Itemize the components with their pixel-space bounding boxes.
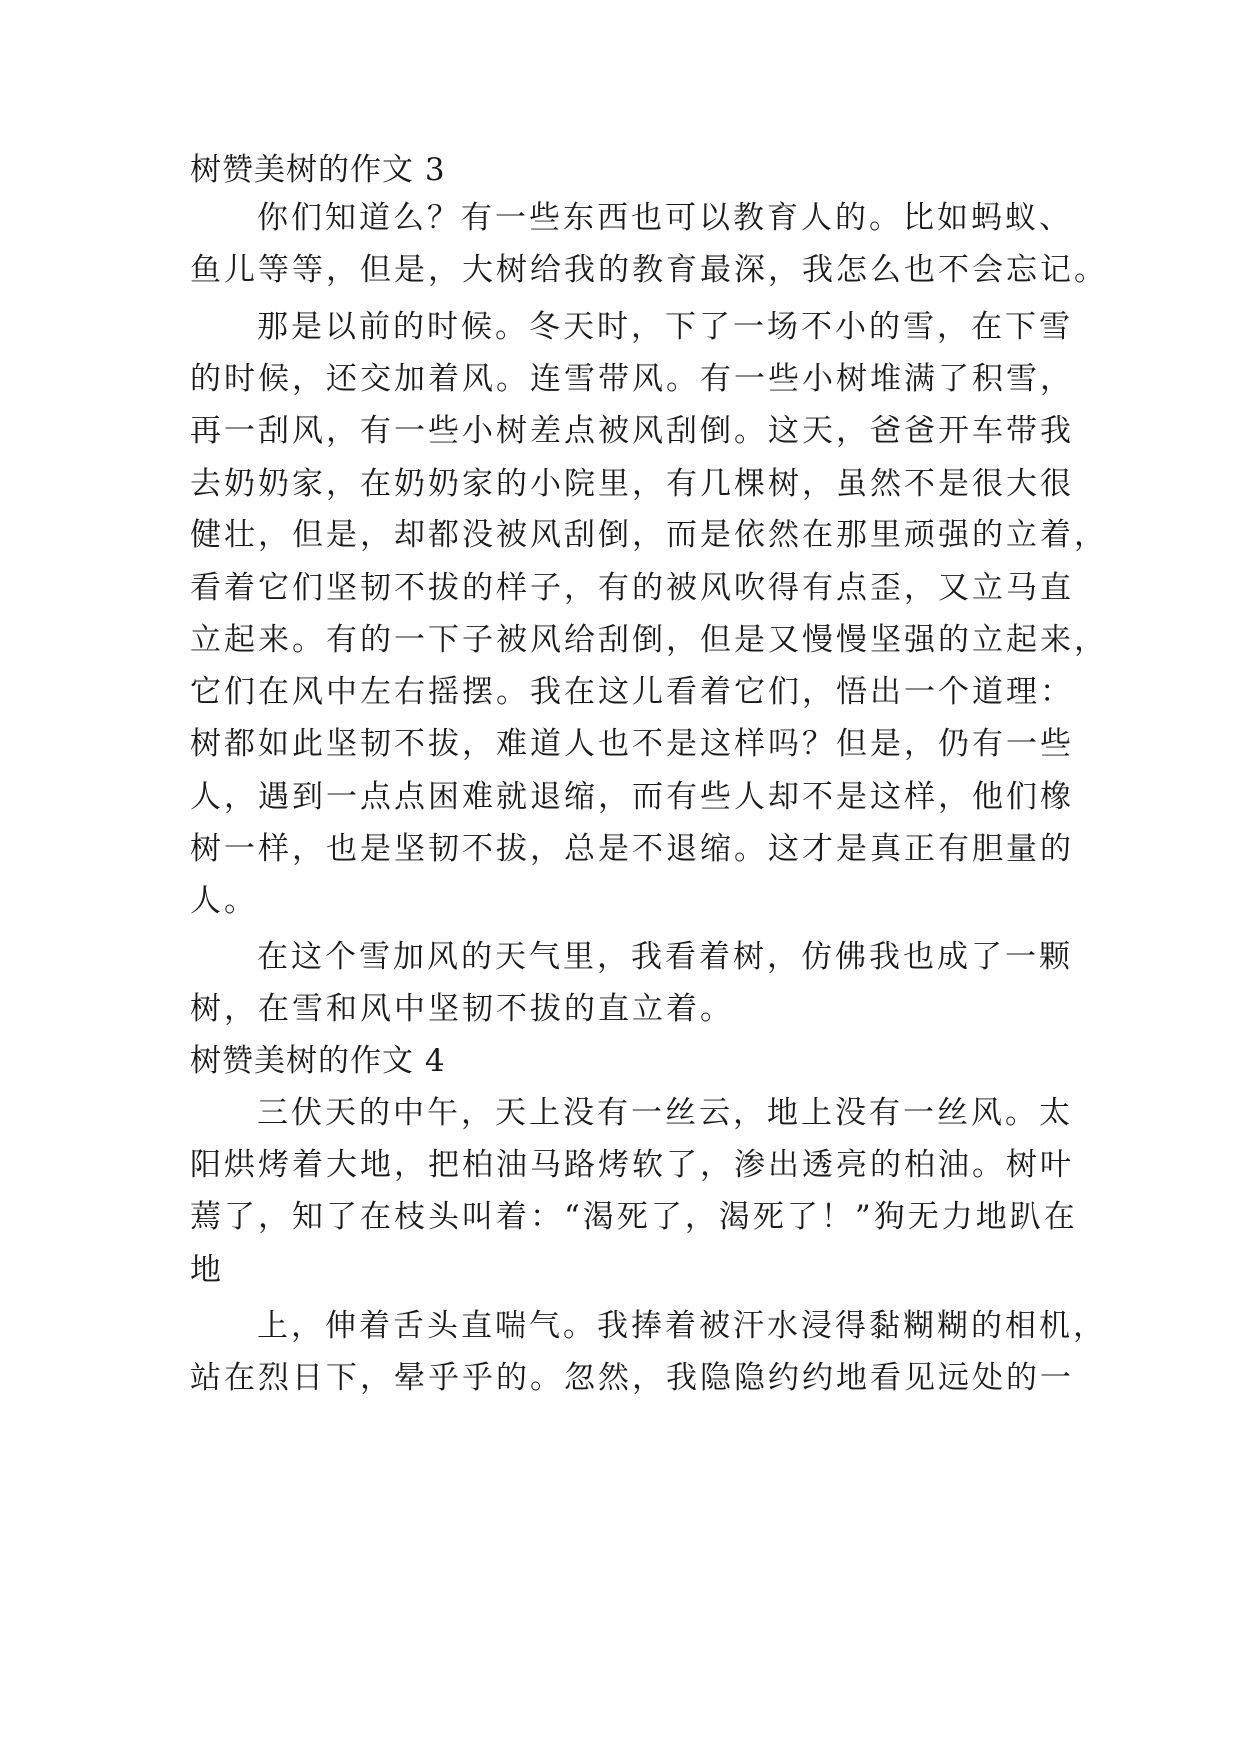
text-line: 树，在雪和风中坚韧不拔的直立着。 <box>190 991 734 1027</box>
text-line: 三伏天的中午，天上没有一丝云，地上没有一丝风。太 <box>257 1095 1073 1131</box>
text-line: 地 <box>190 1252 224 1288</box>
section-heading: 树赞美树的作文 4 <box>190 1043 446 1079</box>
text-line: 它们在风中左右摇摆。我在这儿看着它们，悟出一个道理： <box>190 674 1074 710</box>
text-line: 人，遇到一点点困难就退缩，而有些人却不是这样，他们橡 <box>190 779 1074 815</box>
text-line: 再一刮风，有一些小树差点被风刮倒。这天，爸爸开车带我 <box>190 413 1074 449</box>
text-line: 在这个雪加风的天气里，我看着树，仿佛我也成了一颗 <box>257 939 1073 975</box>
section-heading: 树赞美树的作文 3 <box>190 152 446 188</box>
text-line: 蔫了，知了在枝头叫着：“渴死了，渴死了！”狗无力地趴在 <box>190 1199 1078 1235</box>
text-line: 上，伸着舌头直喘气。我捧着被汗水浸得黏糊糊的相机， <box>257 1308 1107 1344</box>
text-line: 的时候，还交加着风。连雪带风。有一些小树堆满了积雪， <box>190 361 1074 397</box>
text-line: 鱼儿等等，但是，大树给我的教育最深，我怎么也不会忘记。 <box>190 252 1108 288</box>
text-line: 立起来。有的一下子被风给刮倒，但是又慢慢坚强的立起来， <box>190 622 1108 658</box>
text-line: 健壮，但是，却都没被风刮倒，而是依然在那里顽强的立着， <box>190 517 1108 553</box>
text-line: 人。 <box>190 883 258 919</box>
text-line: 树都如此坚韧不拔，难道人也不是这样吗？但是，仍有一些 <box>190 726 1074 762</box>
text-line: 那是以前的时候。冬天时，下了一场不小的雪，在下雪 <box>257 309 1073 345</box>
text-line: 站在烈日下，晕乎乎的。忽然，我隐隐约约地看见远处的一 <box>190 1360 1074 1396</box>
text-line: 你们知道么？有一些东西也可以教育人的。比如蚂蚁、 <box>257 200 1073 236</box>
text-line: 树一样，也是坚韧不拔，总是不退缩。这才是真正有胆量的 <box>190 831 1074 867</box>
text-line: 去奶奶家，在奶奶家的小院里，有几棵树，虽然不是很大很 <box>190 466 1074 502</box>
text-line: 看着它们坚韧不拔的样子，有的被风吹得有点歪，又立马直 <box>190 570 1074 606</box>
text-line: 阳烘烤着大地，把柏油马路烤软了，渗出透亮的柏油。树叶 <box>190 1147 1074 1183</box>
